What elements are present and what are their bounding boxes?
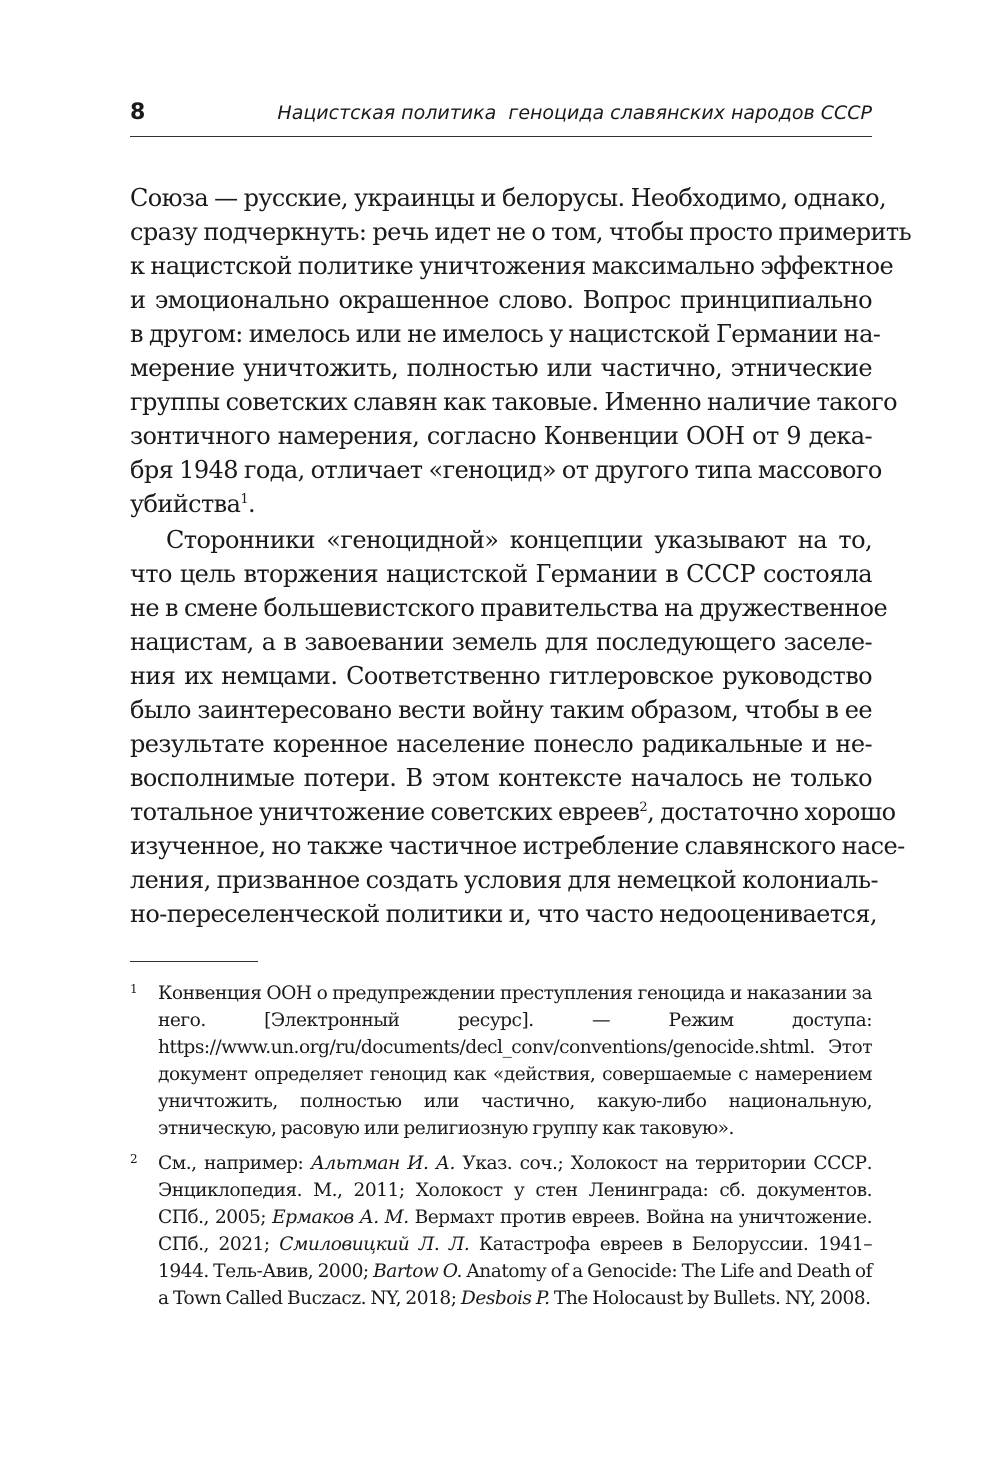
text-line: не в смене большевистского правительства на дружественное [130, 594, 888, 622]
text-line: ления, призванное создать условия для немецкой колониаль- [130, 866, 878, 894]
text-line: было заинтересовано вести войну таким образом, чтобы в ее [130, 696, 872, 724]
text-fragment: . [247, 490, 256, 518]
text-line: зонтичного намерения, согласно Конвенции ООН от 9 дека- [130, 422, 872, 450]
text-fragment: Вермахт против евреев. Война на уничтожение. СПб., 2021; [158, 1207, 872, 1255]
text-line: изученное, но также частичное истребление славянского насе- [130, 832, 905, 860]
author-name: Bartow O. [373, 1261, 462, 1282]
footnote-2 [130, 1150, 872, 1312]
main-text [130, 181, 912, 931]
text-line: и эмоционально окрашенное слово. Вопрос принципиально [130, 286, 872, 314]
text-line: Союза — русские, украинцы и белорусы. Необходимо, однако, [130, 184, 886, 212]
text-line: результате коренное население понесло радикальные и не- [130, 730, 872, 758]
text-fragment: The Holocaust by Bullets. NY, 2008. [549, 1288, 871, 1309]
text-fragment: Anatomy of a Genocide: The Life and Death of a Town Called Buczacz. NY, 2018; [158, 1261, 873, 1309]
footnote-1 [130, 980, 872, 1142]
text-line: сразу подчеркнуть: речь идет не о том, чтобы просто примерить [130, 218, 912, 246]
footnote-marker: 1 [130, 982, 138, 996]
text-fragment: тотальное уничтожение советских евреев [130, 798, 640, 826]
running-header [130, 96, 872, 137]
text-line: Сторонники «геноцидной» концепции указывают на то, [166, 526, 872, 554]
paragraph-2 [130, 523, 905, 931]
author-name: Смиловицкий Л. Л. [279, 1234, 470, 1255]
author-name: Desbois P. [460, 1288, 550, 1309]
text-fragment: , достаточно хорошо [647, 798, 896, 826]
text-fragment: Катастрофа евреев в Белоруссии. 1941–1944. Тель-Авив, 2000; [158, 1234, 872, 1282]
footnote-divider [130, 961, 258, 962]
footnote-ref-1[interactable]: 1 [240, 492, 248, 507]
text-fragment: См., например: [158, 1153, 311, 1174]
text-fragment: Указ. соч.; Холокост на территории СССР. Энциклопедия. М., 2011; Холокост у стен Ленинграда: сб. документов. СПб., 2005; [158, 1153, 872, 1228]
text-line: что цель вторжения нацистской Германии в СССР состояла [130, 560, 872, 588]
book-page [130, 96, 912, 1312]
footnote-text [158, 1150, 872, 1312]
paragraph-1 [130, 181, 912, 521]
text-fragment: убийства [130, 490, 241, 518]
author-name: Альтман И. А. [310, 1153, 455, 1174]
running-title: Нацистская политика геноцида славянских народов СССР [277, 102, 872, 124]
text-line [130, 795, 896, 829]
author-name: Ермаков А. М. [272, 1207, 409, 1228]
text-line: но-переселенческой политики и, что часто недооценивается, [130, 900, 877, 928]
text-line: нацистам, а в завоевании земель для последующего заселе- [130, 628, 872, 656]
text-line: мерение уничтожить, полностью или частично, этнические [130, 354, 872, 382]
page-number: 8 [130, 100, 146, 125]
footnotes [130, 980, 872, 1312]
text-line: ния их немцами. Соответственно гитлеровское руководство [130, 662, 872, 690]
text-line: восполнимые потери. В этом контексте началось не только [130, 764, 872, 792]
text-line: бря 1948 года, отличает «геноцид» от другого типа массового [130, 456, 882, 484]
text-line: в другом: имелось или не имелось у нацистской Германии на- [130, 320, 881, 348]
text-line: к нацистской политике уничтожения максимально эффектное [130, 252, 894, 280]
footnote-marker: 2 [130, 1152, 138, 1166]
footnote-text: Конвенция ООН о предупреждении преступления геноцида и наказании за него. [Электронный ресурс]. — Режим доступа: https://www.un.org/ru/documents/decl_conv/conventions/genocide.shtml. Этот документ определяет геноцид как «действия, совершаемые с намерением уничтожить, полностью или частично, какую-либо национальную, этническую, расовую или религиозную группу как таковую». [158, 983, 872, 1139]
text-line [130, 487, 872, 521]
text-line: группы советских славян как таковые. Именно наличие такого [130, 388, 897, 416]
footnote-ref-2[interactable]: 2 [639, 800, 648, 815]
